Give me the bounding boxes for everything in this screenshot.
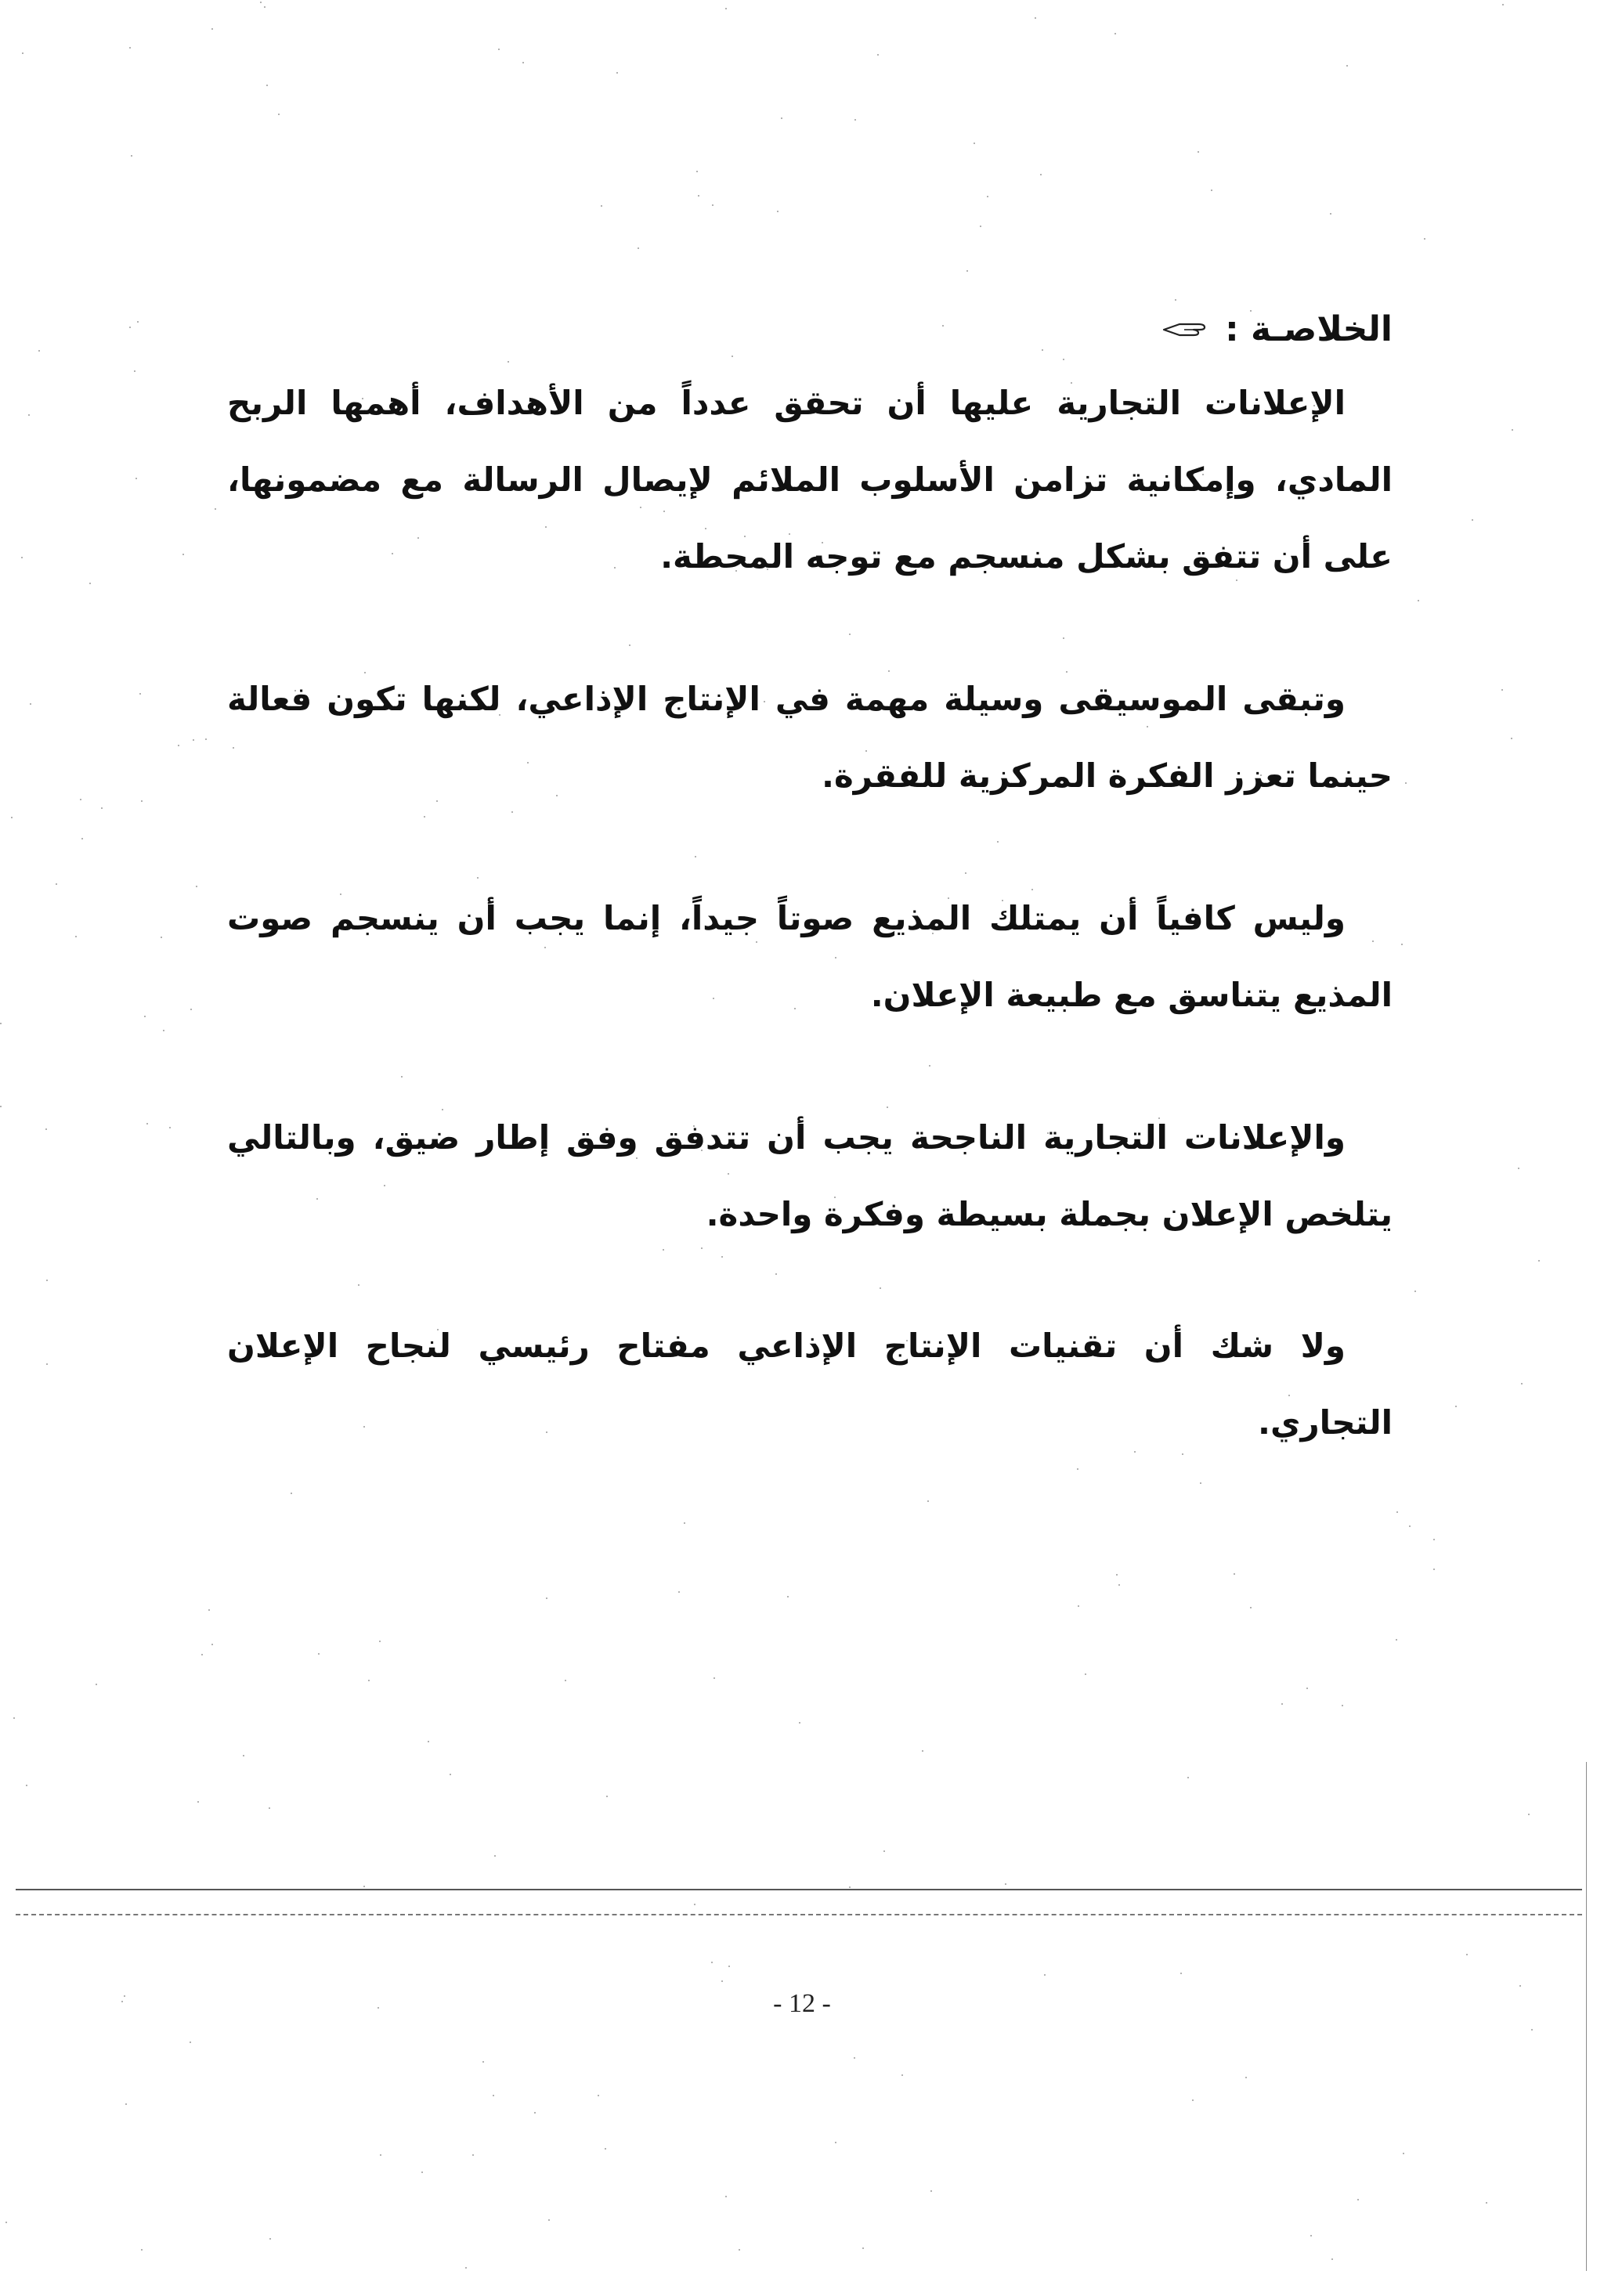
scan-speck xyxy=(260,2,262,3)
scan-speck xyxy=(728,1966,730,1967)
scan-speck xyxy=(11,817,13,818)
scan-speck xyxy=(131,155,132,157)
scan-speck xyxy=(129,327,131,328)
scan-speck xyxy=(465,2267,467,2269)
scan-speck xyxy=(1396,1639,1397,1641)
scan-speck xyxy=(1211,190,1212,191)
pointing-hand-icon xyxy=(1162,319,1209,340)
scan-speck xyxy=(482,2061,484,2063)
scan-speck xyxy=(1414,1291,1416,1292)
scan-speck xyxy=(13,1717,15,1719)
scan-speck xyxy=(1234,1573,1235,1575)
scan-speck xyxy=(80,799,81,800)
scan-speck xyxy=(1005,1883,1006,1885)
scan-speck xyxy=(1035,17,1036,19)
scan-speck xyxy=(713,1677,715,1679)
scan-speck xyxy=(1306,1688,1308,1689)
scan-speck xyxy=(428,1741,429,1742)
scan-speck xyxy=(125,2103,127,2105)
scan-speck xyxy=(1433,1569,1435,1570)
scan-speck xyxy=(75,936,77,937)
scan-speck xyxy=(1502,4,1504,5)
scan-speck xyxy=(787,1596,789,1597)
scan-speck xyxy=(56,883,57,885)
scan-speck xyxy=(1040,174,1042,175)
scan-speck xyxy=(89,583,91,584)
scan-speck xyxy=(1511,738,1512,739)
paragraph-2: وتبقى الموسيقى وسيلة مهمة في الإنتاج الإذاعي، لكنها تكون فعالة حينما تعزز الفكرة المركزية للفقرة. xyxy=(227,679,1393,795)
scan-speck xyxy=(601,205,602,207)
scan-speck xyxy=(684,1522,685,1524)
scan-speck xyxy=(81,838,83,839)
scan-speck xyxy=(534,2112,536,2114)
scan-speck xyxy=(1118,1584,1120,1586)
scan-speck xyxy=(163,1030,164,1031)
scan-speck xyxy=(208,1609,210,1611)
scan-speck xyxy=(243,1755,244,1756)
scan-speck xyxy=(161,937,162,938)
scan-speck xyxy=(1077,1468,1078,1470)
footer-divider-dashed xyxy=(16,1914,1582,1915)
scan-speck xyxy=(269,2238,271,2240)
scan-speck xyxy=(638,247,639,249)
scan-speck xyxy=(974,143,975,144)
scan-speck xyxy=(1396,1511,1398,1513)
scan-speck xyxy=(182,554,184,555)
paragraph-1: الإعلانات التجارية عليها أن تحقق عدداً من الأهداف، أهمها الربح المادي، وإمكانية تزامن الأسلوب الملائم لإيصال الرسالة مع مضمونها، على أن تتفق بشكل منسجم مع توجه المحطة. xyxy=(227,383,1393,576)
scan-speck xyxy=(291,1493,292,1494)
scan-speck xyxy=(169,1127,171,1128)
scan-speck xyxy=(215,508,216,510)
scan-speck xyxy=(598,2095,599,2096)
scan-speck xyxy=(101,807,103,809)
scan-speck xyxy=(883,1850,885,1852)
scan-speck xyxy=(1085,1673,1086,1675)
scan-speck xyxy=(1519,1985,1521,1987)
scan-speck xyxy=(129,47,131,49)
scan-speck xyxy=(1512,429,1513,431)
scan-edge-line xyxy=(1586,1762,1587,2271)
scan-speck xyxy=(1466,1954,1468,1955)
scan-speck xyxy=(1418,600,1419,601)
scan-speck xyxy=(565,1680,566,1681)
scan-speck xyxy=(450,1774,451,1775)
scan-speck xyxy=(1250,1607,1252,1608)
scan-speck xyxy=(135,478,137,479)
scan-speck xyxy=(137,321,139,323)
scan-speck xyxy=(849,1886,851,1888)
scan-speck xyxy=(205,738,207,740)
scan-speck xyxy=(141,800,143,802)
scan-speck xyxy=(1310,2235,1312,2236)
scan-speck xyxy=(264,6,266,8)
scan-speck xyxy=(1433,1539,1435,1540)
scan-speck xyxy=(777,211,779,212)
scan-speck xyxy=(1342,1705,1343,1706)
scan-speck xyxy=(1198,151,1199,153)
scan-speck xyxy=(1472,519,1473,521)
scan-speck xyxy=(190,2041,191,2043)
paragraph-5: ولا شك أن تقنيات الإنتاج الإذاعي مفتاح رئيسي لنجاح الإعلان التجاري. xyxy=(227,1326,1393,1442)
scan-speck xyxy=(1518,1168,1519,1169)
paragraph-4: والإعلانات التجارية الناجحة يجب أن تتدفق وفق إطار ضيق، وبالتالي يتلخص الإعلان بجملة بسيطة وفكرة واحدة. xyxy=(227,1117,1393,1233)
scan-speck xyxy=(1245,2077,1247,2078)
scan-speck xyxy=(854,2057,855,2059)
scan-speck xyxy=(1405,782,1407,784)
scan-speck xyxy=(1281,1703,1283,1705)
paragraph-3: وليس كافياً أن يمتلك المذيع صوتاً جيداً، إنما يجب أن ينسجم صوت المذيع يتناسق مع طبيعة الإعلان. xyxy=(227,898,1393,1014)
scan-speck xyxy=(698,195,699,197)
scan-speck xyxy=(178,745,179,746)
scan-speck xyxy=(1192,2099,1194,2101)
scan-speck xyxy=(927,1500,929,1502)
scan-speck xyxy=(1501,689,1503,691)
scan-speck xyxy=(1409,1525,1411,1527)
scan-speck xyxy=(139,693,141,695)
scan-speck xyxy=(854,119,856,121)
scan-speck xyxy=(197,1801,199,1803)
scan-speck xyxy=(721,1980,723,1982)
scan-speck xyxy=(696,171,698,172)
scan-speck xyxy=(46,1280,48,1281)
scan-speck xyxy=(678,1591,680,1593)
scan-speck xyxy=(1346,65,1348,67)
scan-speck xyxy=(1180,1973,1182,1974)
scan-speck xyxy=(1114,33,1116,34)
scan-speck xyxy=(987,196,988,197)
scan-speck xyxy=(498,49,500,50)
scan-speck xyxy=(196,886,197,887)
scan-speck xyxy=(922,1750,923,1752)
scan-speck xyxy=(1401,944,1403,945)
scan-speck xyxy=(46,1363,48,1365)
scan-speck xyxy=(1486,2202,1487,2204)
scan-speck xyxy=(134,370,135,372)
scan-speck xyxy=(522,62,524,63)
scan-speck xyxy=(318,1653,320,1655)
scan-speck xyxy=(26,1785,27,1786)
scan-speck xyxy=(278,114,280,115)
scan-speck xyxy=(616,72,618,74)
scan-speck xyxy=(877,54,879,56)
scan-speck xyxy=(711,1962,713,1963)
scan-speck xyxy=(725,8,727,9)
scan-speck xyxy=(1403,2153,1404,2154)
scan-speck xyxy=(930,2190,932,2192)
scan-speck xyxy=(211,1644,213,1645)
scan-speck xyxy=(363,1886,365,1887)
scan-speck xyxy=(781,117,782,119)
scan-speck xyxy=(38,350,40,352)
scan-speck xyxy=(190,1009,192,1010)
scan-speck xyxy=(1531,2029,1533,2031)
scan-speck xyxy=(144,1016,146,1017)
scan-speck xyxy=(368,1680,370,1681)
scan-speck xyxy=(1044,1974,1046,1976)
scan-speck xyxy=(694,1904,695,1905)
scan-speck xyxy=(1078,1605,1079,1607)
scan-speck xyxy=(379,1641,381,1642)
document-body xyxy=(227,305,1393,1461)
scan-speck xyxy=(421,2171,423,2173)
heading-text: الخلاصـة : xyxy=(1225,309,1393,349)
scan-speck xyxy=(472,2154,474,2156)
scan-speck xyxy=(1331,2258,1333,2260)
scan-speck xyxy=(96,1684,97,1685)
scan-speck xyxy=(799,1722,800,1724)
scan-speck xyxy=(605,2148,606,2150)
scan-speck xyxy=(269,1807,270,1809)
scan-speck xyxy=(1528,1814,1530,1815)
scan-speck xyxy=(266,85,268,86)
scan-speck xyxy=(201,1654,203,1655)
scan-speck xyxy=(606,1796,608,1797)
scan-speck xyxy=(725,2196,727,2197)
scan-speck xyxy=(712,204,713,206)
scan-speck xyxy=(980,226,981,227)
scan-speck xyxy=(548,2219,550,2221)
scan-speck xyxy=(146,1123,148,1125)
scan-speck xyxy=(1538,1260,1540,1262)
section-heading xyxy=(227,305,1393,354)
scan-speck xyxy=(493,2095,494,2096)
scan-speck xyxy=(1200,1482,1201,1484)
scan-speck xyxy=(380,2154,381,2156)
scan-speck xyxy=(1521,1383,1523,1384)
scan-speck xyxy=(901,2074,903,2076)
scan-speck xyxy=(835,2142,836,2143)
scan-speck xyxy=(28,414,30,416)
scan-speck xyxy=(1330,213,1331,215)
page-number: - 12 - xyxy=(773,1989,831,2018)
scan-speck xyxy=(22,52,23,54)
scan-speck xyxy=(1175,299,1176,301)
scan-speck xyxy=(862,2247,864,2249)
scan-speck xyxy=(141,2249,143,2251)
scan-speck xyxy=(0,1106,2,1107)
scan-speck xyxy=(211,28,213,30)
footer-divider xyxy=(16,1889,1582,1890)
scan-speck xyxy=(5,2222,7,2223)
scan-speck xyxy=(193,739,194,741)
scan-speck xyxy=(966,270,968,272)
scan-speck xyxy=(30,703,31,705)
scan-speck xyxy=(739,2249,740,2251)
scan-speck xyxy=(1357,2199,1359,2200)
scan-speck xyxy=(546,1597,547,1599)
scan-speck xyxy=(45,1128,47,1130)
scan-speck xyxy=(1116,1574,1118,1576)
scan-speck xyxy=(494,1855,496,1857)
scan-speck xyxy=(1424,238,1425,240)
scan-speck xyxy=(1455,1406,1457,1407)
scan-speck xyxy=(21,557,23,558)
scan-speck xyxy=(1187,1777,1189,1778)
scan-speck xyxy=(0,1023,2,1024)
